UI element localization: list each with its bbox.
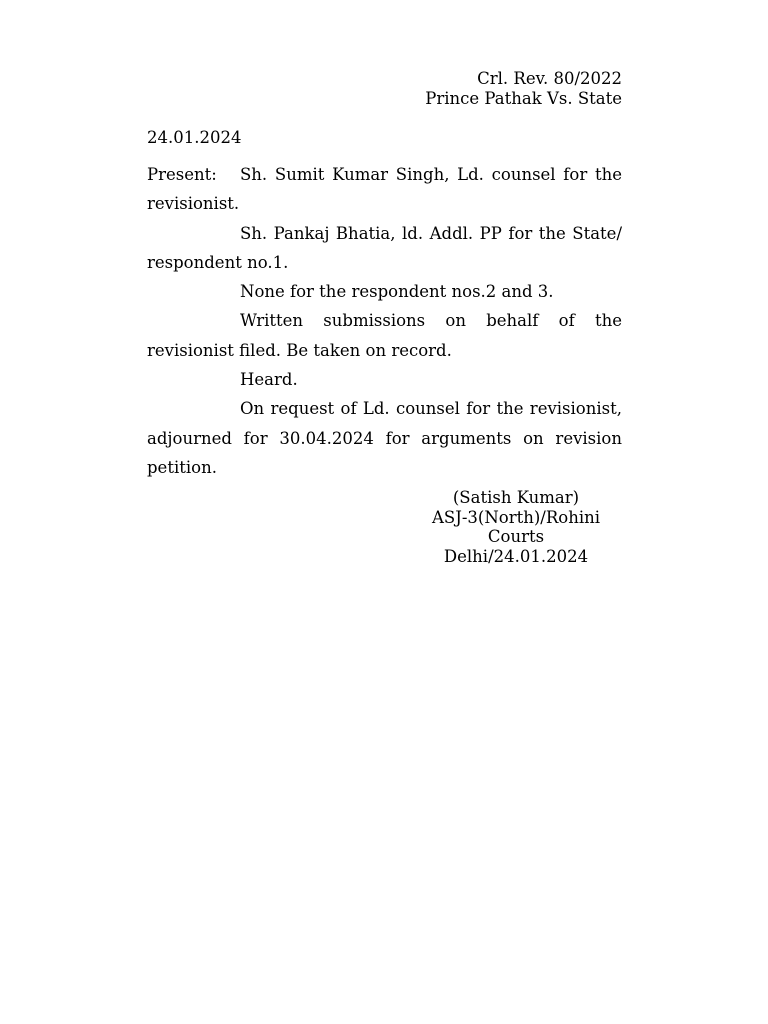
order-paragraph: None for the respondent nos.2 and 3. [240, 282, 554, 302]
present-text: Sh. Sumit Kumar Singh, Ld. counsel for the revisionist. [147, 165, 622, 214]
order-paragraph: On request of Ld. counsel for the revisionist, adjourned for 30.04.2024 for arguments on revision petition. [147, 399, 622, 477]
case-number: Crl. Rev. 80/2022 [477, 69, 622, 88]
document-page [147, 0, 622, 1024]
signature-place-date: Delhi/24.01.2024 [443, 546, 589, 566]
signature-block [405, 488, 627, 566]
order-paragraph: Written submissions on behalf of the revisionist filed. Be taken on record. [147, 311, 622, 360]
signatory-name: (Satish Kumar) [452, 488, 580, 507]
present-label: Present: [147, 165, 217, 184]
case-header [425, 69, 622, 108]
signatory-designation: ASJ-3(North)/Rohini Courts [431, 507, 601, 546]
order-date: 24.01.2024 [147, 128, 242, 147]
order-paragraph: Sh. Pankaj Bhatia, ld. Addl. PP for the State/ respondent no.1. [147, 223, 622, 272]
order-body [147, 160, 622, 482]
order-paragraph: Heard. [240, 370, 298, 390]
case-title: Prince Pathak Vs. State [425, 88, 622, 108]
present-paragraph [147, 160, 622, 219]
